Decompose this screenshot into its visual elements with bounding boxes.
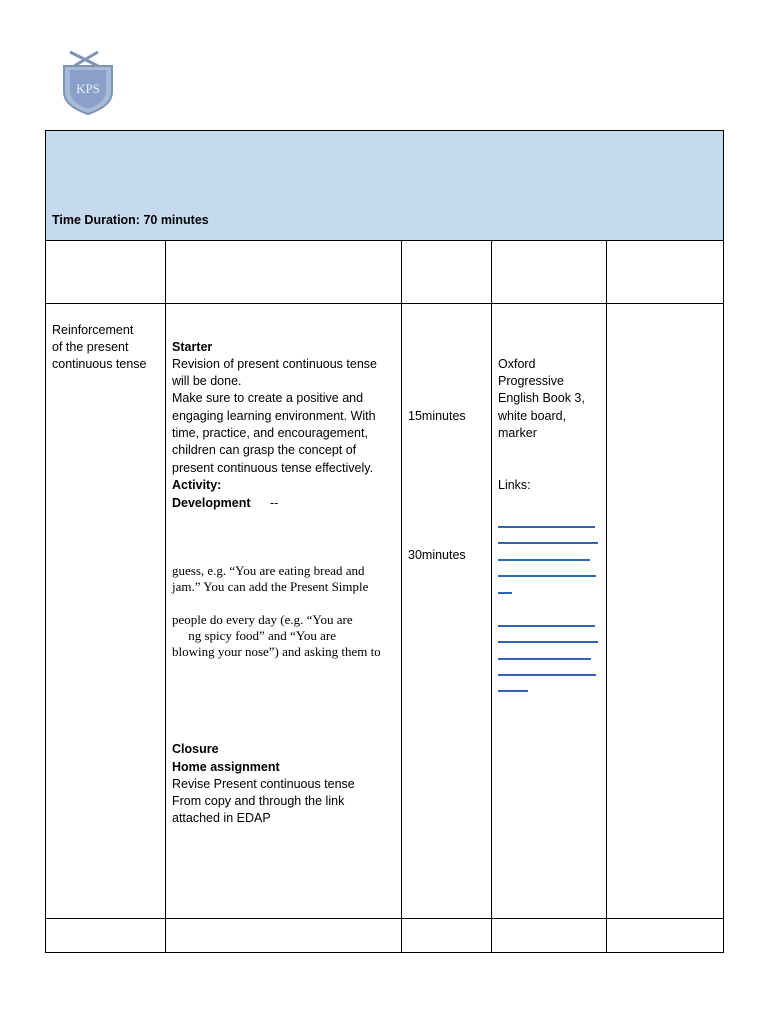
links-label: Links: [498, 478, 531, 492]
objective-line: of the present [52, 340, 129, 354]
resource-line: Progressive [498, 374, 564, 388]
starter-line: Make sure to create a positive and [172, 391, 364, 405]
activity-line: jam.” You can add the Present Simple [172, 579, 369, 594]
starter-line: present continuous tense effectively. [172, 461, 374, 475]
activity-line: people do every day (e.g. “You are [172, 612, 353, 627]
resource-link[interactable] [498, 674, 596, 676]
closure-heading: Closure [172, 742, 219, 756]
resource-line: English Book 3, [498, 391, 585, 405]
school-logo [60, 48, 116, 116]
resource-line: white board, [498, 409, 567, 423]
activity-heading: Activity: [172, 478, 222, 492]
activity-line: ng spicy food” and “You are [172, 628, 337, 643]
home-line: attached in EDAP [172, 811, 271, 825]
activity-line: blowing your nose”) and asking them to [172, 644, 381, 659]
resource-line: Oxford [498, 357, 536, 371]
resource-link[interactable] [498, 641, 598, 643]
starter-heading: Starter [172, 340, 213, 354]
activity-line: guess, e.g. “You are eating bread and [172, 563, 365, 578]
resource-link[interactable] [498, 526, 595, 528]
objective-line: Reinforcement [52, 323, 134, 337]
starter-line: will be done. [172, 374, 242, 388]
resource-link[interactable] [498, 625, 595, 627]
starter-line: engaging learning environment. With [172, 409, 376, 423]
resource-link[interactable] [498, 658, 591, 660]
resource-link[interactable] [498, 592, 512, 594]
resource-link[interactable] [498, 559, 590, 561]
development-dash: -- [270, 496, 279, 510]
resource-link[interactable] [498, 690, 528, 692]
svg-text:KPS: KPS [76, 81, 100, 96]
time-starter: 15minutes [408, 409, 466, 423]
home-line: Revise Present continuous tense [172, 777, 355, 791]
resource-link[interactable] [498, 575, 596, 577]
development-heading: Development [172, 496, 251, 510]
time-duration: Time Duration: 70 minutes [52, 213, 209, 227]
resource-link[interactable] [498, 542, 598, 544]
home-assignment-heading: Home assignment [172, 760, 280, 774]
time-activity: 30minutes [408, 548, 466, 562]
home-line: From copy and through the link [172, 794, 345, 808]
starter-line: time, practice, and encouragement, [172, 426, 368, 440]
starter-line: Revision of present continuous tense [172, 357, 377, 371]
starter-line: children can grasp the concept of [172, 443, 357, 457]
objective-line: continuous tense [52, 357, 147, 371]
resource-line: marker [498, 426, 537, 440]
